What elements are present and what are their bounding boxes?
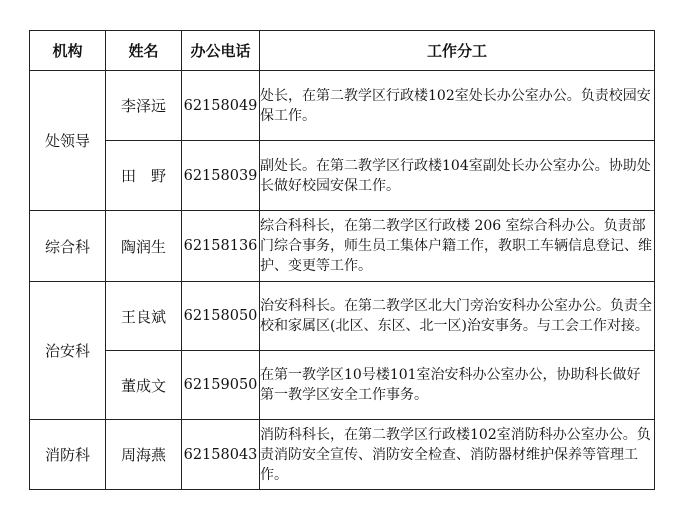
org-cell: 综合科	[30, 211, 106, 282]
duty-cell	[260, 211, 655, 282]
header-phone: 办公电话	[182, 31, 260, 71]
header-row	[30, 31, 655, 71]
name-cell: 陶润生	[106, 211, 182, 282]
duty-cell	[260, 71, 655, 141]
name-cell: 李泽远	[106, 71, 182, 141]
org-cell: 消防科	[30, 420, 106, 490]
phone-cell: 62158039	[182, 141, 260, 211]
duty-text: 综合科科长，在第二教学区行政楼 206 室综合科办公。负责部门综合事务，师生员工集体户籍工作，教职工车辆信息登记、维护、变更等工作。	[260, 218, 652, 274]
table-row	[30, 141, 655, 211]
table-row	[30, 211, 655, 282]
table-row	[30, 351, 655, 420]
staff-duty-table	[29, 30, 655, 490]
duty-cell	[260, 351, 655, 420]
duty-text: 消防科科长，在第二教学区行政楼102室消防科办公室办公。负责消防安全宣传、消防安全检查、消防器材维护保养等管理工作。	[260, 426, 651, 483]
header-org: 机构	[30, 31, 106, 71]
duty-text: 副处长。在第二教学区行政楼104室副处长办公室办公。协助处长做好校园安保工作。	[260, 157, 651, 194]
phone-cell: 62158043	[182, 420, 260, 490]
duty-cell	[260, 141, 655, 211]
table-row	[30, 71, 655, 141]
org-cell: 治安科	[30, 282, 106, 420]
table-row	[30, 420, 655, 490]
duty-cell	[260, 282, 655, 351]
duty-cell	[260, 420, 655, 490]
duty-text: 处长，在第二教学区行政楼102室处长办公室办公。负责校园安保工作。	[260, 87, 651, 124]
duty-text: 治安科科长。在第二教学区北大门旁治安科办公室办公。负责全校和家属区(北区、东区、北一区)治安事务。与工会工作对接。	[260, 298, 652, 334]
name-cell: 董成文	[106, 351, 182, 420]
name-cell: 周海燕	[106, 420, 182, 490]
name-cell: 田 野	[106, 141, 182, 211]
phone-cell: 62158136	[182, 211, 260, 282]
duty-text: 在第一教学区10号楼101室治安科办公室办公，协助科长做好第一教学区安全工作事务。	[260, 367, 641, 403]
header-name: 姓名	[106, 31, 182, 71]
header-duty: 工作分工	[260, 31, 655, 71]
org-cell: 处领导	[30, 71, 106, 211]
name-cell: 王良斌	[106, 282, 182, 351]
phone-cell: 62158050	[182, 282, 260, 351]
table-row	[30, 282, 655, 351]
phone-cell: 62159050	[182, 351, 260, 420]
phone-cell: 62158049	[182, 71, 260, 141]
